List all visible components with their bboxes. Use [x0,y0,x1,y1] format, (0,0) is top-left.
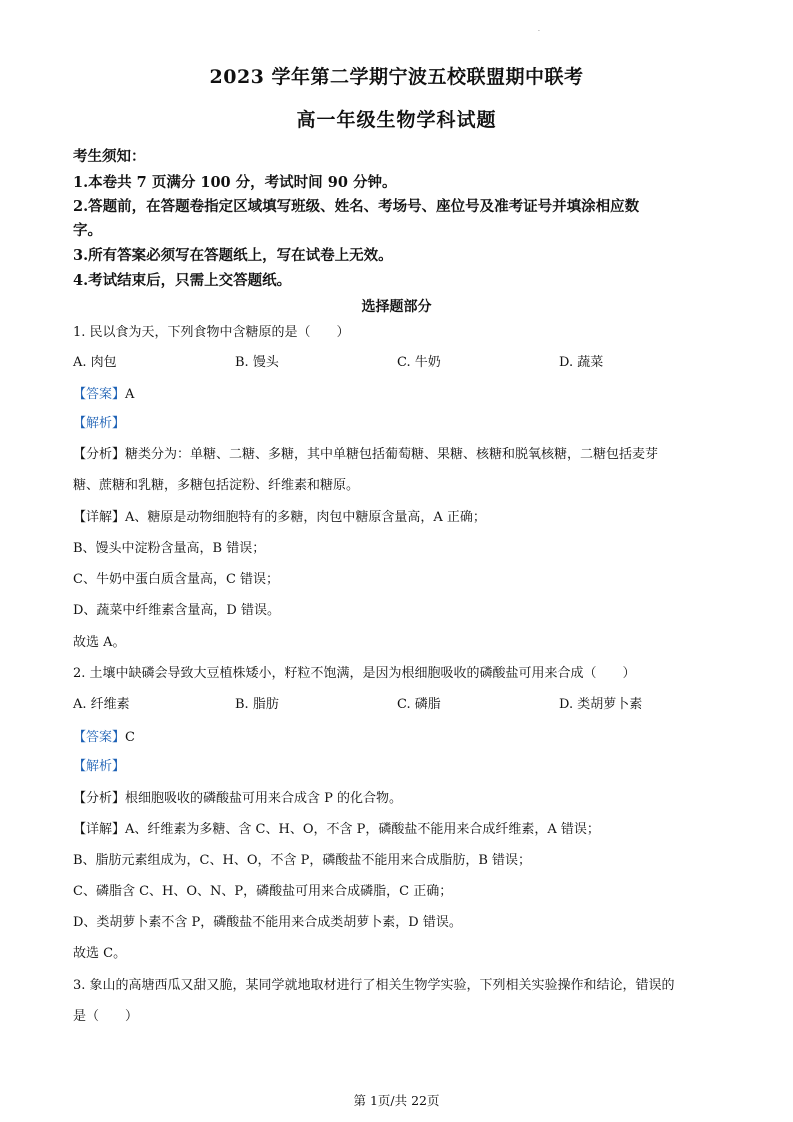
xiangjie-line [73,509,728,527]
xiangjie-tag: 【详解】 [73,510,126,525]
question-stem: 3. 象山的高塘西瓜又甜又脆，某同学就地取材进行了相关生物学实验，下列相关实验操作和结论，错误的 [73,978,675,993]
xiangjie-tag: 【详解】 [73,822,126,837]
conclusion: 故选 A。 [73,635,126,650]
detail-b: B、脂肪元素组成为，C、H、O，不含 P，磷酸盐不能用来合成脂肪，B 错误； [73,853,532,868]
fenxi-line-1 [73,446,728,464]
fenxi-tag: 【分析】 [73,791,126,806]
analysis-label: 【解析】 [73,416,126,431]
notice-item-2: 2.答题前，在答题卷指定区域填写班级、姓名、考场号、座位号及准考证号并填涂相应数 [73,198,640,215]
notice-item-4: 4.考试结束后，只需上交答题纸。 [73,272,292,289]
question-stem: 1. 民以食为天，下列食物中含糖原的是（ ） [73,325,350,340]
answer-line [73,386,728,404]
answer-tag: 【答案】 [73,387,126,402]
notice-item-1: 1.本卷共 7 页满分 100 分，考试时间 90 分钟。 [73,174,397,191]
fenxi-line [73,790,728,808]
scan-dot: · [538,28,540,35]
fenxi-text: 根细胞吸收的磷酸盐可用来合成含 P 的化合物。 [125,791,403,806]
option-d: D. 蔬菜 [559,355,604,370]
exam-subtitle: 高一年级生物学科试题 [296,109,497,131]
notice-item-3: 3.所有答案必须写在答题纸上，写在试卷上无效。 [73,247,393,264]
analysis-tag [73,415,728,433]
detail-b: B、馒头中淀粉含量高，B 错误； [73,541,266,556]
notice-heading: 考生须知： [73,148,146,165]
fenxi-text: 糖类分为：单糖、二糖、多糖，其中单糖包括葡萄糖、果糖、核糖和脱氧核糖，二糖包括麦芽 [125,447,659,462]
option-c: C. 牛奶 [397,355,441,370]
xiangjie-text: A、纤维素为多糖、含 C、H、O，不含 P，磷酸盐不能用来合成纤维素，A 错误； [125,822,600,837]
page-number: 第 1页/共 22页 [353,1093,440,1108]
option-b: B. 馒头 [235,355,279,370]
detail-d: D、类胡萝卜素不含 P，磷酸盐不能用来合成类胡萝卜素，D 错误。 [73,915,462,930]
option-d: D. 类胡萝卜素 [559,697,643,712]
notice-item-2-cont: 字。 [73,222,102,239]
section-title: 选择题部分 [361,299,432,315]
answer-value: A [125,387,135,402]
fenxi-line-2: 糖、蔗糖和乳糖，多糖包括淀粉、纤维素和糖原。 [73,478,360,493]
xiangjie-line [73,821,728,839]
answer-tag: 【答案】 [73,730,126,745]
xiangjie-text: A、糖原是动物细胞特有的多糖，肉包中糖原含量高，A 正确； [125,510,486,525]
question-stem-cont: 是（ ） [73,1009,139,1024]
conclusion: 故选 C。 [73,946,127,961]
fenxi-tag: 【分析】 [73,447,126,462]
option-a: A. 肉包 [73,355,117,370]
analysis-label: 【解析】 [73,759,126,774]
detail-c: C、牛奶中蛋白质含量高，C 错误； [73,572,280,587]
option-c: C. 磷脂 [397,697,441,712]
answer-line [73,729,728,747]
detail-c: C、磷脂含 C、H、O、N、P，磷酸盐可用来合成磷脂，C 正确； [73,884,453,899]
option-a: A. 纤维素 [73,697,130,712]
exam-title: 2023 学年第二学期宁波五校联盟期中联考 [209,66,584,88]
detail-d: D、蔬菜中纤维素含量高，D 错误。 [73,603,280,618]
answer-value: C [125,730,135,745]
option-b: B. 脂肪 [235,697,279,712]
question-stem: 2. 土壤中缺磷会导致大豆植株矮小，籽粒不饱满，是因为根细胞吸收的磷酸盐可用来合成（ ） [73,666,636,681]
analysis-tag [73,758,728,776]
